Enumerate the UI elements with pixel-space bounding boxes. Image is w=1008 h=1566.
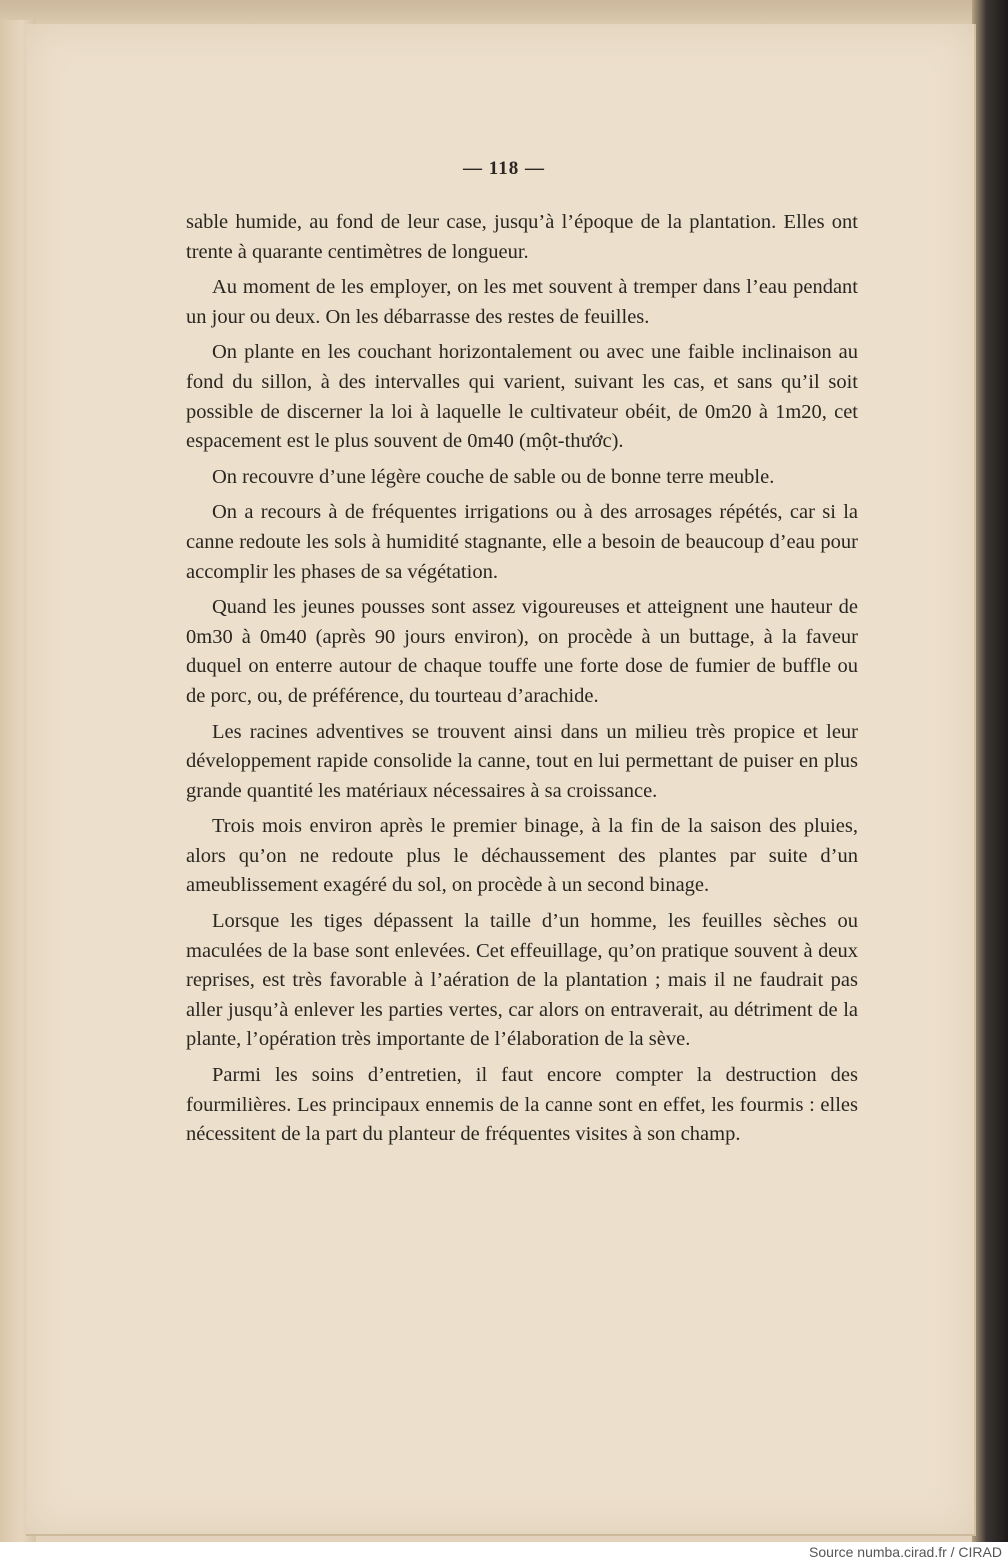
source-credit: Source numba.cirad.fr / CIRAD <box>809 1544 1002 1560</box>
paragraph-3: On plante en les couchant horizontalement ou avec une faible inclinaison au fond du sillon, à des intervalles qui varient, suivant les cas, et sans qu’il soit possible de discerner la loi à laquelle le cultivateur obéit, de 0m20 à 1m20, cet espacement est le plus souvent de 0m40 (một-thước). <box>186 341 858 453</box>
body-text <box>186 208 858 1156</box>
paragraph-4: On recouvre d’une légère couche de sable ou de bonne terre meuble. <box>212 465 775 488</box>
page-number: — 118 — <box>463 158 545 179</box>
paragraph-6: Quand les jeunes pousses sont assez vigoureuses et atteignent une hauteur de 0m30 à 0m40 (après 90 jours environ), on procède à un buttage, à la faveur duquel on enterre autour de chaque touffe une forte dose de fumier de buffle ou de porc, ou, de préférence, du tourteau d’arachide. <box>186 596 858 707</box>
paragraph-10: Parmi les soins d’entretien, il faut encore compter la destruction des fourmilières. Les principaux ennemis de la canne sont en effet, les fourmis : elles nécessitent de la part du planteur de fréquentes visites à son champ. <box>186 1064 858 1146</box>
paragraph-7: Les racines adventives se trouvent ainsi dans un milieu très propice et leur développement rapide consolide la canne, tout en lui permettant de puiser en plus grande quantité les matériaux nécessaires à sa croissance. <box>186 720 858 802</box>
paragraph-9: Lorsque les tiges dépassent la taille d’un homme, les feuilles sèches ou maculées de la base sont enlevées. Cet effeuillage, qu’on pratique souvent à deux reprises, est très favorable à l’aération de la plantation ; mais il ne faudrait pas aller jusqu’à enlever les parties vertes, car alors on entraverait, au détriment de la plante, l’opération très importante de l’élaboration de la sève. <box>186 910 858 1051</box>
paragraph-8: Trois mois environ après le premier binage, à la fin de la saison des pluies, alors qu’on ne redoute plus le déchaussement des plantes par suite d’un ameublissement exagéré du sol, on procède à un second binage. <box>186 815 858 897</box>
paragraph-1: sable humide, au fond de leur case, jusqu’à l’époque de la plantation. Elles ont trente à quarante centimètres de longueur. <box>186 211 858 263</box>
book-fore-edge-right <box>972 0 1008 1542</box>
paragraph-5: On a recours à de fréquentes irrigations ou à des arrosages répétés, car si la canne redoute les sols à humidité stagnante, elle a besoin de beaucoup d’eau pour accomplir les phases de sa végétation. <box>186 501 858 583</box>
paragraph-2: Au moment de les employer, on les met souvent à tremper dans l’eau pendant un jour ou deux. On les débarrasse des restes de feuilles. <box>186 276 858 328</box>
